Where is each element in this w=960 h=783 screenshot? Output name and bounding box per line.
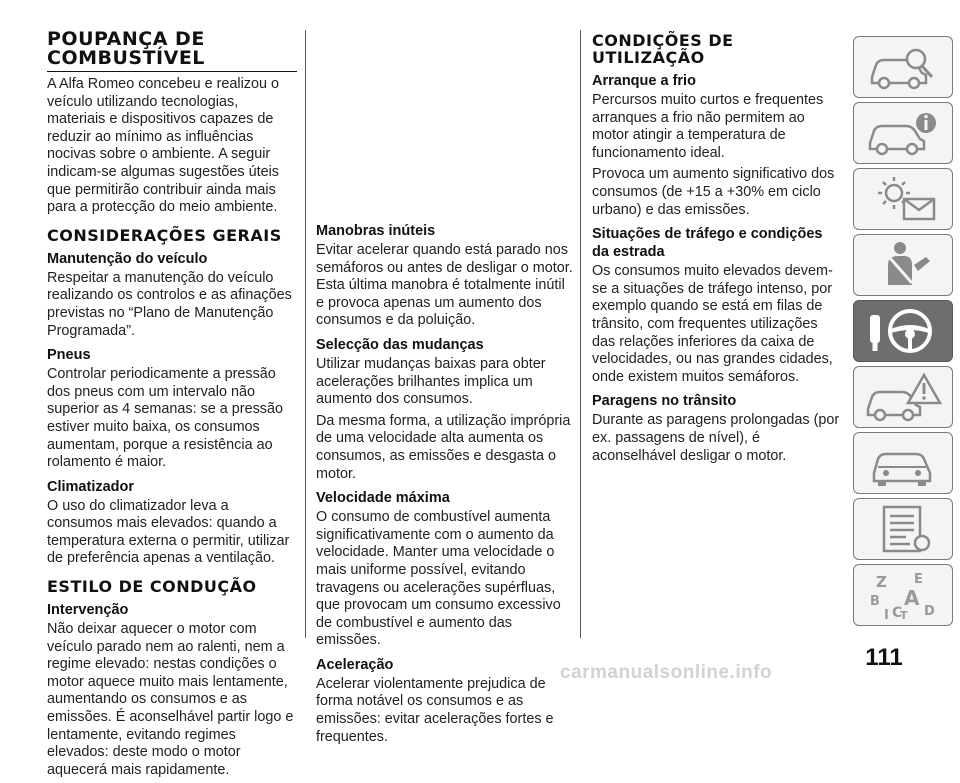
- car-service-icon: [864, 437, 942, 489]
- paragraph-cold-start-1: Percursos muito curtos e frequentes arranques a frio não permitem ao motor atingir a temperatura de funcionamento ideal.: [592, 92, 824, 161]
- paragraph-gear-selection-2: Da mesma forma, a utilização imprópria de uma velocidade alta aumenta os consumos, as emissões e desgasta o motor.: [316, 412, 571, 482]
- subheading-tyres: Pneus: [47, 347, 91, 364]
- chapter-tab-safety[interactable]: [853, 168, 953, 230]
- chapter-tab-technical-data[interactable]: [853, 498, 953, 560]
- page-title: POUPANÇA DE COMBUSTÍVEL: [47, 30, 297, 72]
- paragraph-cold-start-2: Provoca um aumento significativo dos consumos (de +15 a +30% em ciclo urbano) e das emissões.: [592, 166, 835, 218]
- svg-text:I: I: [884, 608, 889, 623]
- subheading-maintenance: Manutenção do veículo: [47, 250, 208, 267]
- paragraph-climate: O uso do climatizador leva a consumos mais elevados: quando a temperatura externa o permitir, utilizar de preferência apenas a ventilação.: [47, 497, 290, 567]
- subheading-cold-start: Arranque a frio: [592, 73, 696, 89]
- svg-text:Z: Z: [876, 573, 887, 591]
- chapter-tab-knowing-the-car[interactable]: [853, 36, 953, 98]
- warning-lights-icon: [864, 173, 942, 225]
- paragraph-tyres: Controlar periodicamente a pressão dos pneus com um intervalo não superior as 4 semanas: se a pressão estiver muito baixa, os consumos aumentam, porque a resistência ao rolamento é maior.: [47, 366, 283, 471]
- svg-text:T: T: [900, 609, 908, 622]
- chapter-tab-starting-driving[interactable]: [853, 234, 953, 296]
- chapter-tab-dashboard[interactable]: [853, 102, 953, 164]
- paragraph-max-speed: O consumo de combustível aumenta significativamente com o aumento da velocidade. Manter uma velocidade o mais uniforme possível, evitando travagens ou acelerações supérfluas, que provocam um consumo excessivo de combustível e aumento das emissões.: [316, 509, 561, 649]
- paragraph-intervention: Não deixar aquecer o motor com veículo parado nem ao ralenti, nem a regime elevado: nestas condições o motor aquece muito mais lentamente, aumentando os consumos e as emissões. É aconselhável partir logo e lentamente, evitando regimes elevados: deste modo o motor aquecerá mais rapidamente.: [47, 621, 294, 778]
- paragraph-maintenance: Respeitar a manutenção do veículo realizando os controlos e as afinações previstas no “Plano de Manutenção Programada”.: [47, 269, 292, 339]
- key-steering-wheel-icon: [864, 305, 942, 357]
- svg-text:B: B: [870, 594, 880, 609]
- svg-text:C: C: [892, 605, 903, 621]
- subheading-traffic-stops: Paragens no trânsito: [592, 393, 737, 410]
- technical-data-icon: [864, 503, 942, 555]
- paragraph-traffic-stops: Durante as paragens prolongadas (por ex. passagens de nível), é aconselhável desligar o motor.: [592, 412, 840, 464]
- column-divider: [305, 30, 306, 638]
- seatbelt-person-icon: [864, 239, 942, 291]
- svg-text:E: E: [914, 572, 923, 587]
- section-heading-driving-style: ESTILO DE CONDUÇÃO: [47, 577, 257, 597]
- column-divider: [580, 30, 581, 638]
- paragraph-acceleration: Acelerar violentamente prejudica de forma notável os consumos e as emissões: evitar acelerações fortes e frequentes.: [316, 675, 554, 745]
- subheading-climate: Climatizador: [47, 478, 135, 495]
- chapter-tab-index[interactable]: [853, 564, 953, 626]
- alphabetical-index-icon: [864, 569, 942, 621]
- car-warning-icon: [864, 371, 942, 423]
- subheading-max-speed: Velocidade máxima: [316, 490, 450, 507]
- chapter-tab-emergency[interactable]: [853, 366, 953, 428]
- column-right: [592, 30, 842, 469]
- section-heading-use-conditions: CONDIÇÕES DE UTILIZAÇÃO: [592, 31, 734, 67]
- column-left: [47, 30, 297, 783]
- section-heading-general: CONSIDERAÇÕES GERAIS: [47, 225, 282, 245]
- subheading-acceleration: Aceleração: [316, 656, 394, 673]
- paragraph-traffic-conditions: Os consumos muito elevados devem-se a situações de tráfego intenso, por exemplo quando se está em filas de trânsito, com frequentes utilizações das relações inferiores da caixa de velocidades, ou nas grandes cidades, onde existem muitos semáforos.: [592, 263, 833, 385]
- chapter-tab-maintenance[interactable]: [853, 432, 953, 494]
- svg-text:A: A: [904, 586, 920, 610]
- subheading-gear-selection: Selecção das mudanças: [316, 336, 484, 353]
- watermark: carmanualsonline.info: [560, 662, 773, 683]
- column-middle-content: [316, 216, 574, 750]
- car-search-icon: [864, 41, 942, 93]
- subheading-useless-manoeuvres: Manobras inúteis: [316, 223, 436, 239]
- paragraph-gear-selection-1: Utilizar mudanças baixas para obter acelerações brilhantes implica um aumento dos consumos.: [316, 355, 546, 408]
- page-number: 111: [865, 644, 903, 671]
- chapter-tab-warning-lights[interactable]: [853, 300, 953, 362]
- svg-text:D: D: [924, 604, 935, 619]
- subheading-traffic-conditions: Situações de tráfego e condições da estrada: [592, 226, 823, 261]
- paragraph-useless-manoeuvres: Evitar acelerar quando está parado nos semáforos ou antes de desligar o motor. Esta última manobra é totalmente inútil e provoca apenas um aumento dos consumos e da poluição.: [316, 242, 573, 329]
- intro-paragraph: A Alfa Romeo concebeu e realizou o veículo utilizando tecnologias, materiais e dispositivos capazes de reduzir ao mínimo as influências nocivas sobre o ambiente. A seguir indicam-se algumas sugestões úteis que permitirão contribuir ainda mais para a protecção do meio ambiente.: [47, 76, 279, 216]
- car-info-icon: [864, 107, 942, 159]
- subheading-intervention: Intervenção: [47, 602, 129, 619]
